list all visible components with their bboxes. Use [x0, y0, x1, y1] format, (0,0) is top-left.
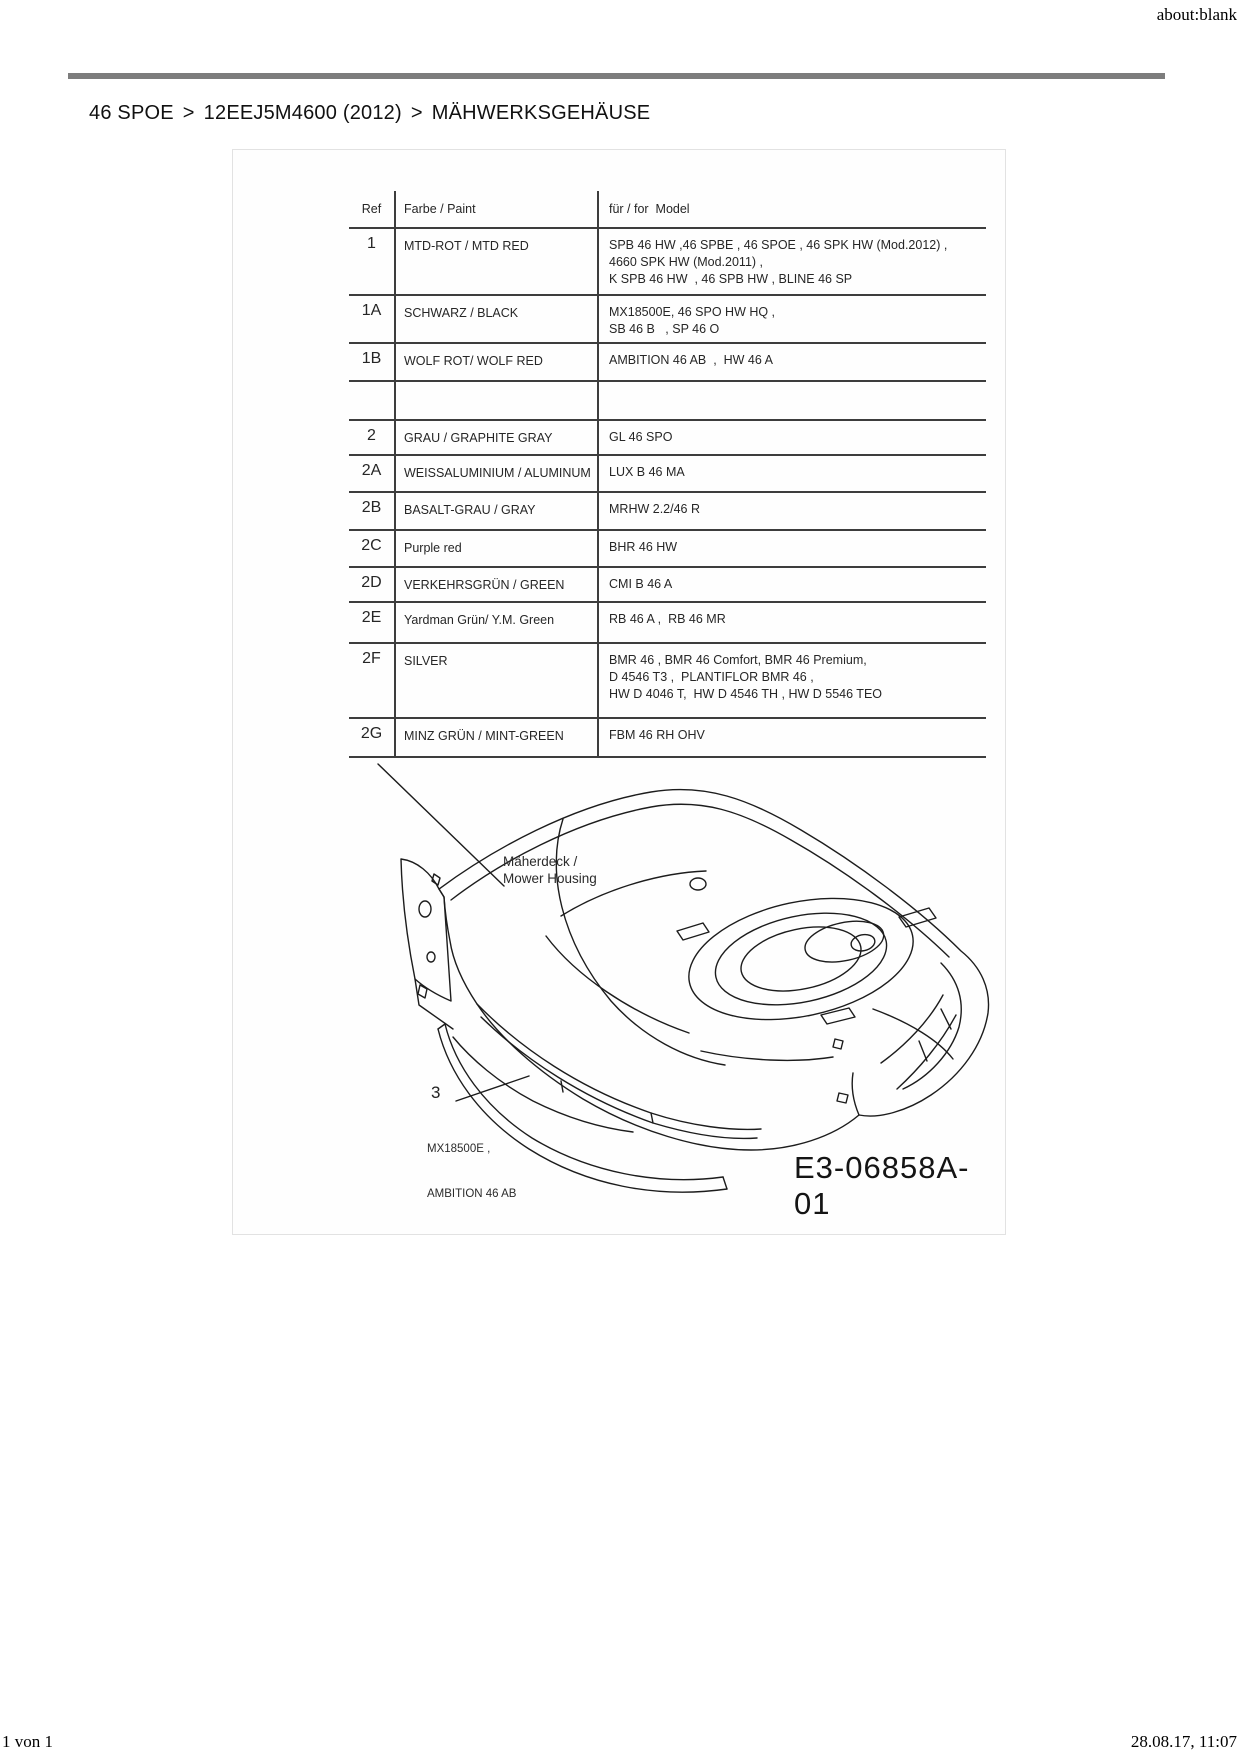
table-header-row — [349, 191, 986, 229]
table-row — [349, 421, 986, 456]
model-line: 4660 SPK HW (Mod.2011) , — [609, 255, 764, 269]
part3-model-line: AMBITION 46 AB — [427, 1188, 517, 1200]
model-line: BHR 46 HW — [609, 540, 678, 554]
model-line: AMBITION 46 AB , HW 46 A — [609, 353, 773, 367]
print-url-header: about:blank — [1156, 5, 1237, 24]
table-row — [349, 229, 986, 296]
header-paint: Farbe / Paint — [396, 191, 599, 227]
model-line: LUX B 46 MA — [609, 465, 685, 479]
breadcrumb-separator: > — [410, 102, 423, 124]
header-ref: Ref — [349, 191, 396, 227]
model-line: SB 46 B , SP 46 O — [609, 322, 720, 336]
housing-label-en: Mower Housing — [503, 871, 597, 886]
model-cell — [599, 296, 986, 342]
breadcrumb-separator: > — [182, 102, 195, 124]
model-line: GL 46 SPO — [609, 430, 673, 444]
table-row — [349, 344, 986, 382]
model-line: K SPB 46 HW , 46 SPB HW , BLINE 46 SP — [609, 272, 853, 286]
ref-cell: 2 — [349, 421, 396, 454]
table-row — [349, 296, 986, 344]
part3-ref-number: 3 — [431, 1083, 441, 1102]
part3-model-line: MX18500E , — [427, 1143, 491, 1155]
color-table — [349, 191, 986, 758]
table-row — [349, 493, 986, 531]
catalog-image-panel — [232, 149, 1006, 1235]
ref-cell: 2E — [349, 603, 396, 642]
ref-cell: 2D — [349, 568, 396, 601]
paint-cell: WEISSALUMINIUM / ALUMINUM — [396, 456, 599, 491]
model-line: CMI B 46 A — [609, 577, 673, 591]
table-row — [349, 382, 986, 421]
model-cell — [599, 719, 986, 756]
ref-cell: 2B — [349, 493, 396, 529]
ref-cell: 1B — [349, 344, 396, 380]
breadcrumb — [89, 102, 650, 125]
model-cell — [599, 603, 986, 642]
paint-cell: VERKEHRSGRÜN / GREEN — [396, 568, 599, 601]
housing-label — [503, 853, 597, 887]
model-cell — [599, 531, 986, 566]
model-cell — [599, 644, 986, 717]
ref-cell: 2C — [349, 531, 396, 566]
part3-model-list — [427, 1112, 516, 1232]
model-cell — [599, 456, 986, 491]
model-cell — [599, 493, 986, 529]
breadcrumb-item-article: 12EEJ5M4600 (2012) — [203, 102, 402, 124]
model-cell — [599, 344, 986, 380]
paint-cell: SILVER — [396, 644, 599, 717]
model-cell — [599, 382, 986, 419]
table-row — [349, 531, 986, 568]
paint-cell: SCHWARZ / BLACK — [396, 296, 599, 342]
paint-cell: BASALT-GRAU / GRAY — [396, 493, 599, 529]
model-line: RB 46 A , RB 46 MR — [609, 612, 726, 626]
model-line: MX18500E, 46 SPO HW HQ , — [609, 305, 776, 319]
table-row — [349, 719, 986, 758]
print-footer — [0, 1730, 1240, 1752]
paint-cell: MTD-ROT / MTD RED — [396, 229, 599, 294]
header-model: für / for Model — [609, 202, 690, 216]
ref-cell: 1 — [349, 229, 396, 294]
ref-cell: 1A — [349, 296, 396, 342]
header-rule — [68, 73, 1165, 79]
model-cell — [599, 421, 986, 454]
paint-cell: Yardman Grün/ Y.M. Green — [396, 603, 599, 642]
print-timestamp: 28.08.17, 11:07 — [1130, 1732, 1237, 1751]
drawing-number: E3-06858A-01 — [794, 1150, 970, 1221]
paint-cell: WOLF ROT/ WOLF RED — [396, 344, 599, 380]
page-count: 1 von 1 — [2, 1732, 53, 1751]
paint-cell: GRAU / GRAPHITE GRAY — [396, 421, 599, 454]
table-row — [349, 456, 986, 493]
model-cell — [599, 229, 986, 294]
paint-cell: Purple red — [396, 531, 599, 566]
model-line: MRHW 2.2/46 R — [609, 502, 700, 516]
housing-leader-line — [378, 764, 504, 886]
table-row — [349, 568, 986, 603]
ref-cell: 2A — [349, 456, 396, 491]
model-line: SPB 46 HW ,46 SPBE , 46 SPOE , 46 SPK HW (Mod.2012) , — [609, 238, 948, 252]
part3-leader-line — [456, 1076, 529, 1101]
model-line: D 4546 T3 , PLANTIFLOR BMR 46 , — [609, 670, 814, 684]
breadcrumb-item-model: 46 SPOE — [89, 102, 174, 124]
paint-cell: MINZ GRÜN / MINT-GREEN — [396, 719, 599, 756]
table-row — [349, 603, 986, 644]
table-body — [349, 229, 986, 758]
table-row — [349, 644, 986, 719]
model-line: HW D 4046 T, HW D 4546 TH , HW D 5546 TEO — [609, 687, 883, 701]
model-line: BMR 46 , BMR 46 Comfort, BMR 46 Premium, — [609, 653, 867, 667]
breadcrumb-item-assembly: MÄHWERKSGEHÄUSE — [431, 102, 651, 124]
housing-label-de: Mäherdeck / — [503, 854, 578, 869]
ref-cell — [349, 382, 396, 419]
model-line: FBM 46 RH OHV — [609, 728, 705, 742]
ref-cell: 2G — [349, 719, 396, 756]
ref-cell: 2F — [349, 644, 396, 717]
model-cell — [599, 568, 986, 601]
paint-cell — [396, 382, 599, 419]
